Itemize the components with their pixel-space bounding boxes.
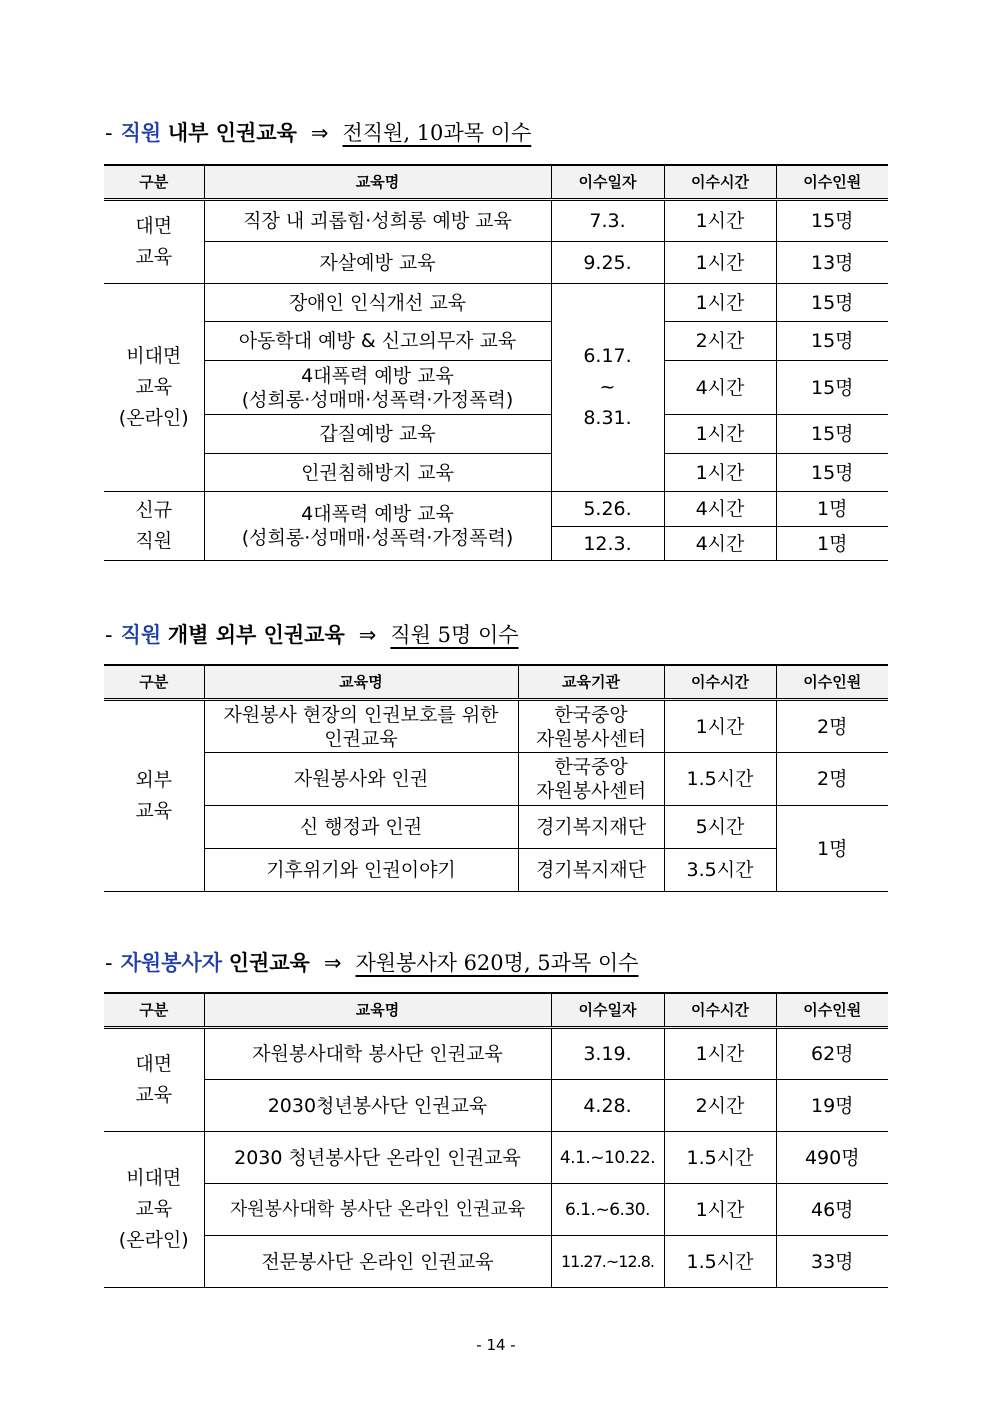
table-row: 비대면 교육 (온라인) 2030 청년봉사단 온라인 인권교육 4.1.~10.22. 1.5시간 490명 xyxy=(104,1132,888,1184)
table-row: 인권침해방지 교육 1시간 15명 xyxy=(104,454,888,492)
table-row: 전문봉사단 온라인 인권교육 11.27.~12.8. 1.5시간 33명 xyxy=(104,1236,888,1288)
section1-table xyxy=(104,164,888,561)
table-row: 4대폭력 예방 교육 (성희롱·성매매·성폭력·가정폭력) 4시간 15명 xyxy=(104,361,888,415)
table-row: 비대면 교육 (온라인) 장애인 인식개선 교육 6.17. ~ 8.31. 1시간 15명 xyxy=(104,284,888,322)
table-row: 12.3. 4시간 1명 xyxy=(104,527,888,561)
table-row: 신 행정과 인권 경기복지재단 5시간 1명 xyxy=(104,806,888,849)
group-online: 비대면 교육 (온라인) xyxy=(104,284,204,492)
group-external: 외부 교육 xyxy=(104,700,204,892)
table-row: 자살예방 교육 9.25. 1시간 13명 xyxy=(104,242,888,284)
section1-heading-subject: 직원 xyxy=(120,120,162,145)
table-row: 외부 교육 자원봉사 현장의 인권보호를 위한 인권교육 한국중앙 자원봉사센터 1시간 2명 xyxy=(104,700,888,753)
table-row: 대면 교육 직장 내 괴롭힘·성희롱 예방 교육 7.3. 1시간 15명 xyxy=(104,200,888,242)
table-row: 자원봉사와 인권 한국중앙 자원봉사센터 1.5시간 2명 xyxy=(104,753,888,806)
table-header-row: 구분 교육명 이수일자 이수시간 이수인원 xyxy=(104,993,888,1028)
table-row: 자원봉사대학 봉사단 온라인 인권교육 6.1.~6.30. 1시간 46명 xyxy=(104,1184,888,1236)
section1-heading: - 직원 내부 인권교육 ⇒ 전직원, 10과목 이수 xyxy=(105,120,532,145)
section2-heading-subject: 직원 xyxy=(120,622,162,647)
table-row: 아동학대 예방 & 신고의무자 교육 2시간 15명 xyxy=(104,322,888,361)
group-online: 비대면 교육 (온라인) xyxy=(104,1132,204,1288)
group-face: 대면 교육 xyxy=(104,200,204,284)
group-new-staff: 신규 직원 xyxy=(104,492,204,561)
table-row: 신규 직원 4대폭력 예방 교육 (성희롱·성매매·성폭력·가정폭력) 5.26. 4시간 1명 xyxy=(104,492,888,527)
group-face: 대면 교육 xyxy=(104,1028,204,1132)
page-number: - 14 - xyxy=(476,1336,516,1354)
section3-heading: - 자원봉사자 인권교육 ⇒ 자원봉사자 620명, 5과목 이수 xyxy=(105,950,639,975)
table-row: 대면 교육 자원봉사대학 봉사단 인권교육 3.19. 1시간 62명 xyxy=(104,1028,888,1080)
table-row: 기후위기와 인권이야기 경기복지재단 3.5시간 xyxy=(104,849,888,892)
table-header-row: 구분 교육명 이수일자 이수시간 이수인원 xyxy=(104,165,888,200)
section3-table xyxy=(104,992,888,1288)
section2-table xyxy=(104,664,888,892)
table-row: 2030청년봉사단 인권교육 4.28. 2시간 19명 xyxy=(104,1080,888,1132)
section2-heading: - 직원 개별 외부 인권교육 ⇒ 직원 5명 이수 xyxy=(105,622,519,647)
table-header-row: 구분 교육명 교육기관 이수시간 이수인원 xyxy=(104,665,888,700)
section3-heading-subject: 자원봉사자 xyxy=(120,950,223,975)
table-row: 갑질예방 교육 1시간 15명 xyxy=(104,415,888,454)
online-date-range: 6.17. ~ 8.31. xyxy=(551,284,664,492)
